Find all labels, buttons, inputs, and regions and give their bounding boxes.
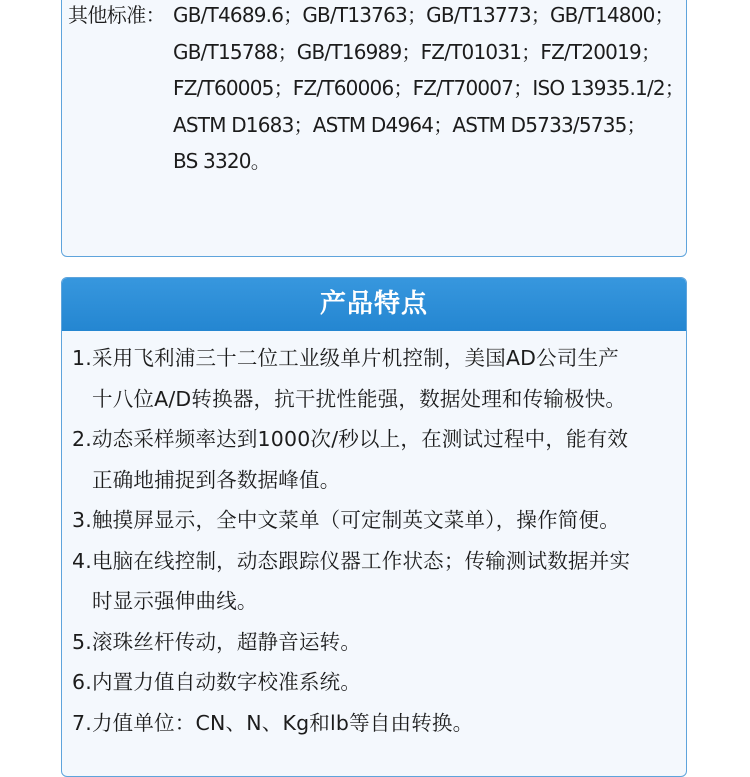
feature-item [72,628,630,669]
standards-line: GB/T4689.6；GB/T13763；GB/T13773；GB/T14800； [173,3,674,27]
features-title: 产品特点 [62,278,686,331]
features-list [72,344,630,749]
feature-item [72,344,630,425]
standards-line: ASTM D1683；ASTM D4964；ASTM D5733/5735； [173,112,646,137]
feature-text-continued: 时显示强伸曲线。 [92,589,258,613]
feature-item [72,547,630,628]
feature-text: 1.采用飞利浦三十二位工业级单片机控制，美国AD公司生产 [72,346,619,370]
feature-text: 2.动态采样频率达到1000次/秒以上，在测试过程中，能有效 [72,427,629,451]
feature-text: 6.内置力值自动数字校准系统。 [72,670,362,694]
feature-text: 3.触摸屏显示，全中文菜单（可定制英文菜单），操作简便。 [72,508,620,532]
feature-item [72,425,630,506]
standards-line: FZ/T60005；FZ/T60006；FZ/T70007；ISO 13935.1/2； [173,76,685,100]
feature-item [72,709,630,750]
standards-line: GB/T15788；GB/T16989；FZ/T01031；FZ/T20019； [173,39,661,64]
feature-text-continued: 十八位A/D转换器，抗干扰性能强，数据处理和传输极快。 [92,386,627,411]
feature-item [72,506,630,547]
feature-text-continued: 正确地捕捉到各数据峰值。 [92,467,341,492]
feature-text: 5.滚珠丝杆传动，超静音运转。 [72,629,362,654]
features-panel [61,277,687,777]
feature-text: 7.力值单位：CN、N、Kg和lb等自由转换。 [72,710,474,735]
standards-line: BS 3320。 [173,149,270,173]
standards-list [173,2,684,185]
feature-text: 4.电脑在线控制，动态跟踪仪器工作状态；传输测试数据并实 [72,548,631,573]
feature-item [72,668,630,709]
standards-label: 其他标准： [68,3,165,27]
